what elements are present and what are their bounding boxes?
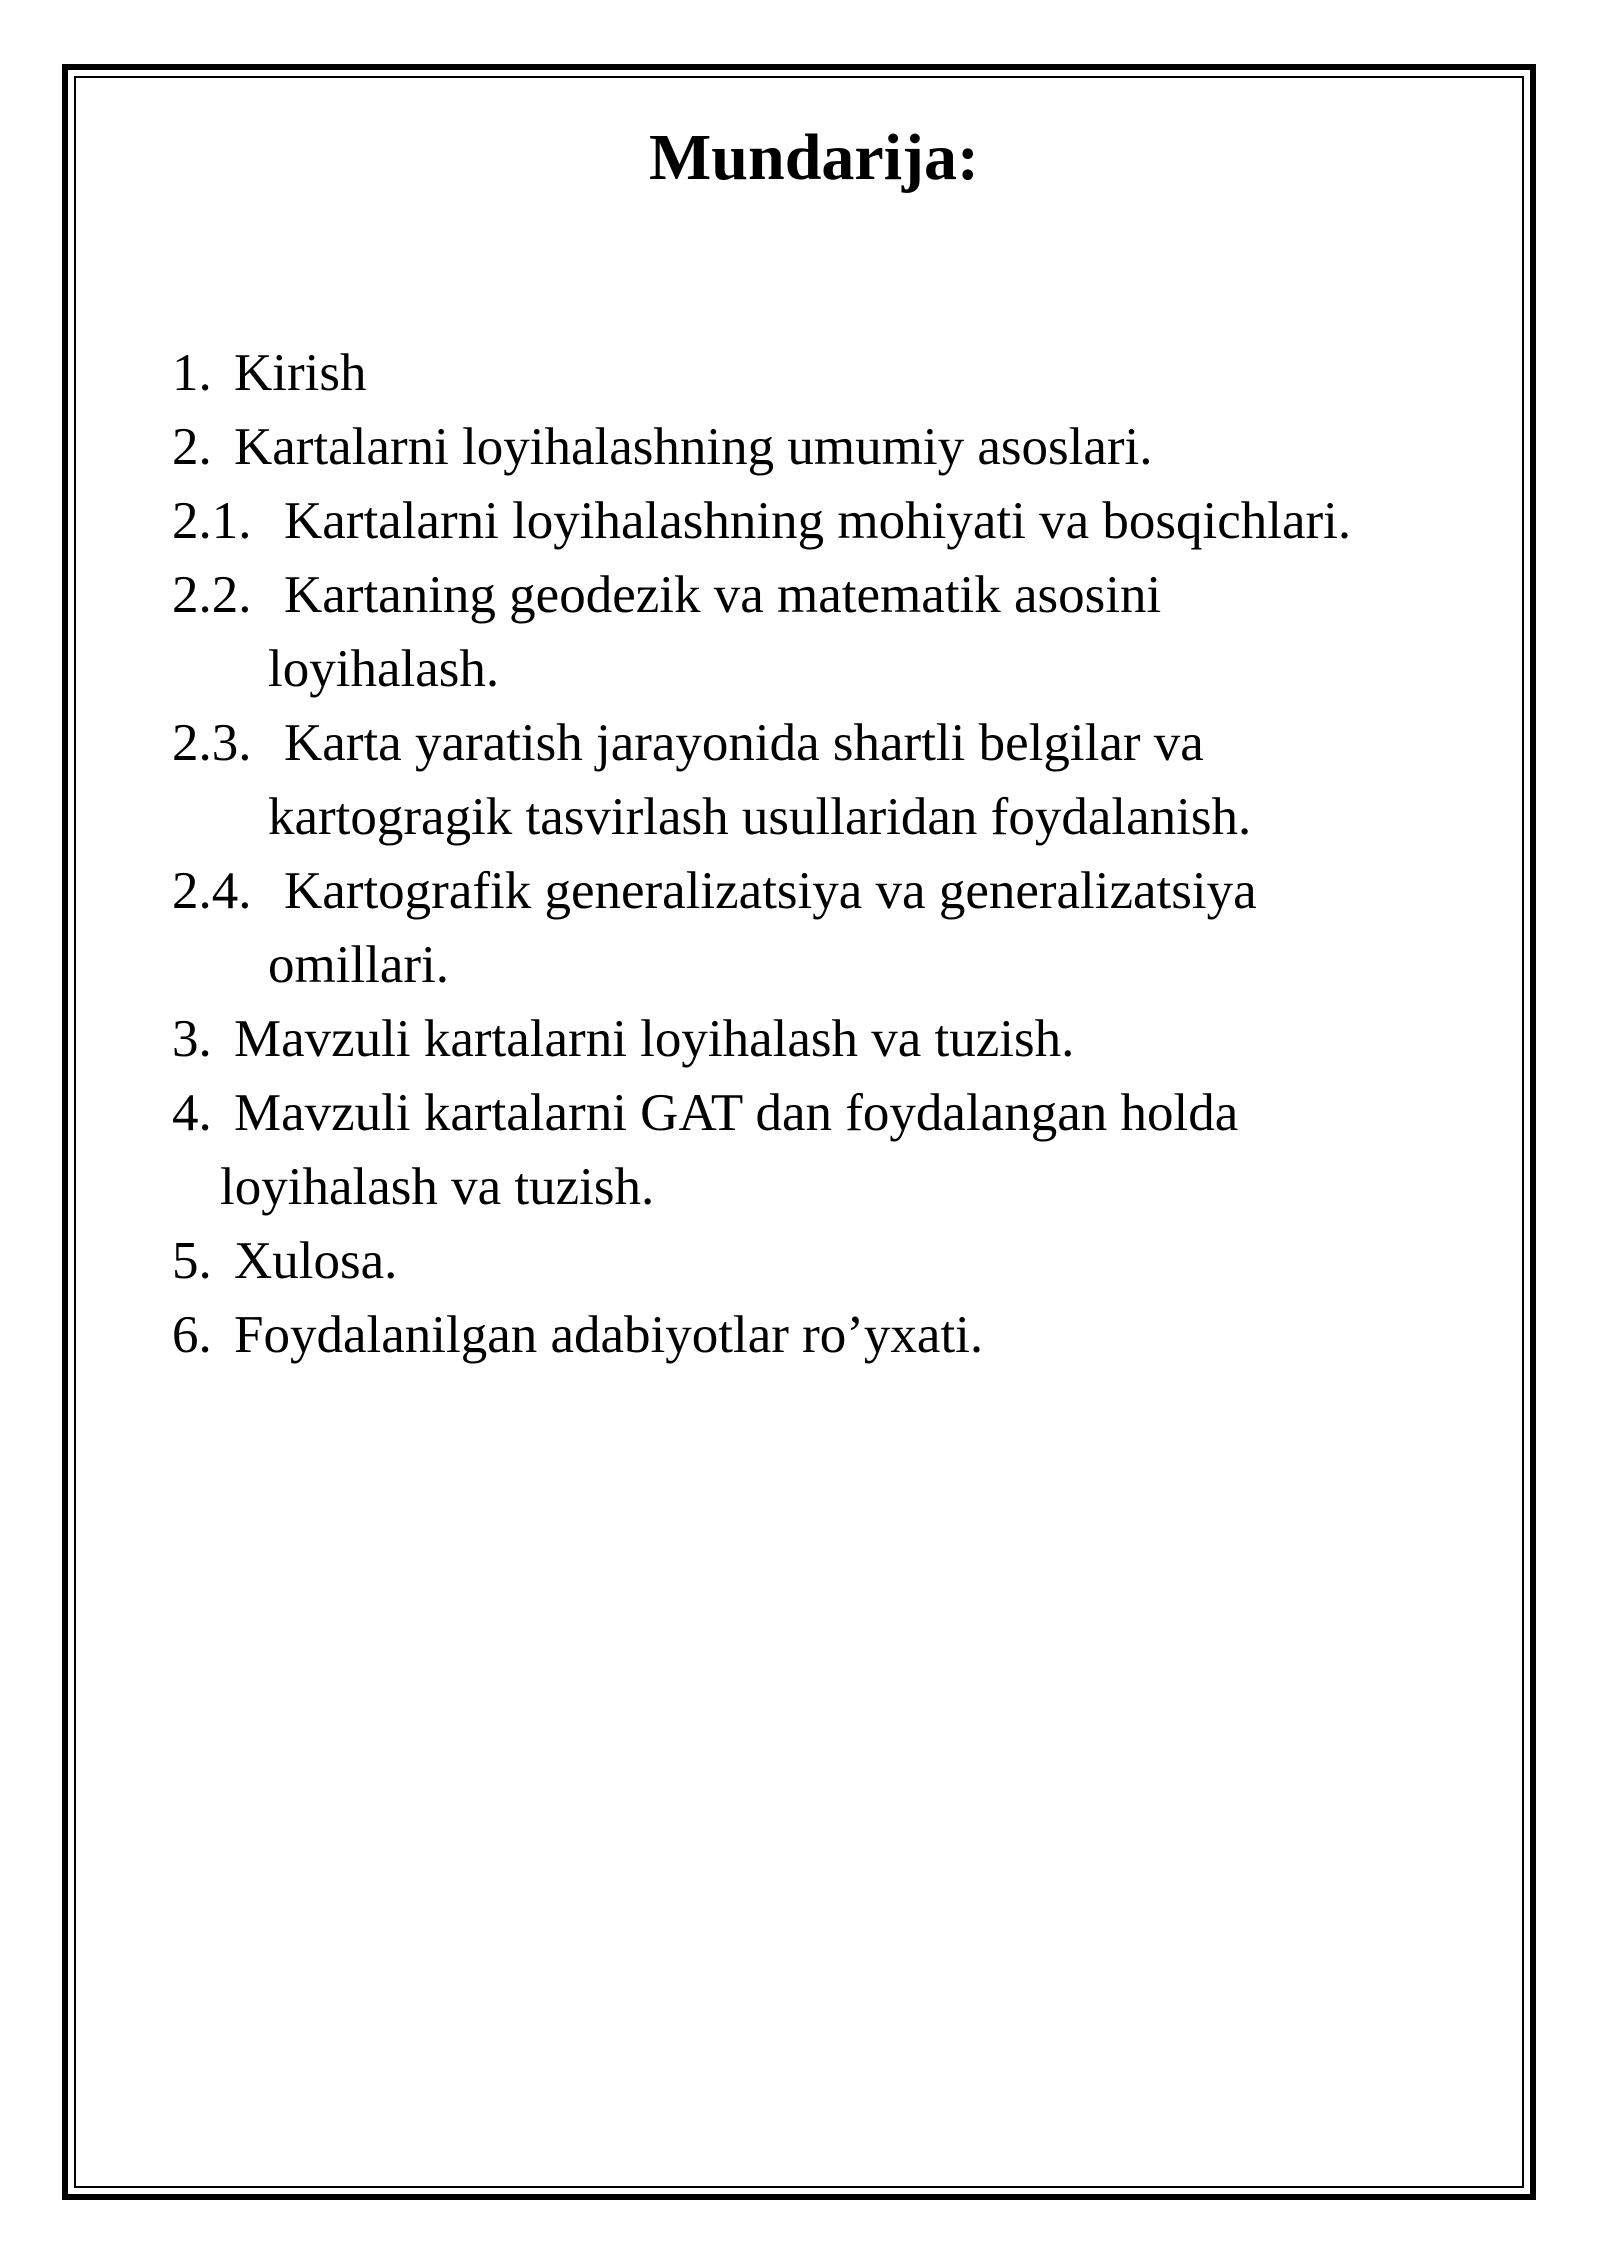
toc-entry-continuation	[0, 780, 1600, 854]
toc-entry-number: 2.3.	[172, 714, 252, 772]
toc-entry-text: Mavzuli kartalarni loyihalash va tuzish.	[234, 1010, 1075, 1068]
toc-entry-number: 5.	[172, 1232, 212, 1290]
toc-entry-text: Mavzuli kartalarni GAT dan foydalangan holda	[234, 1084, 1239, 1142]
toc-entry	[0, 558, 1600, 632]
toc-entry	[0, 336, 1600, 410]
toc-entry	[0, 1002, 1600, 1076]
toc-entry-text: kartogragik tasvirlash usullaridan foydalanish.	[268, 788, 1252, 846]
toc-entry-text: Kartalarni loyihalashning umumiy asoslari.	[234, 418, 1153, 476]
toc-entry-continuation	[0, 1150, 1600, 1224]
toc-entry	[0, 854, 1600, 928]
toc-entry-text: Kartalarni loyihalashning mohiyati va bosqichlari.	[284, 492, 1352, 550]
toc-entry-text: Xulosa.	[234, 1232, 398, 1290]
toc-entry	[0, 410, 1600, 484]
toc-entry-number: 2.	[172, 418, 212, 476]
toc-entry-number: 4.	[172, 1084, 212, 1142]
toc-entry-text: omillari.	[268, 936, 450, 994]
toc-entry-text: loyihalash va tuzish.	[220, 1158, 655, 1216]
toc-entry-number: 2.4.	[172, 862, 252, 920]
toc-entry-number: 6.	[172, 1306, 212, 1364]
toc-entry-number: 1.	[172, 344, 212, 402]
toc-entry-continuation	[0, 632, 1600, 706]
toc-entry-text: Foydalanilgan adabiyotlar ro’yxati.	[234, 1306, 984, 1364]
toc-entry-number: 3.	[172, 1010, 212, 1068]
toc-entry-text: Kartaning geodezik va matematik asosini	[284, 566, 1162, 624]
page-title: Mundarija:	[649, 121, 979, 194]
toc-entry-text: Kirish	[234, 344, 367, 402]
toc-entry	[0, 1298, 1600, 1372]
toc-entry-text: Karta yaratish jarayonida shartli belgilar va	[284, 714, 1204, 772]
toc-entry	[0, 706, 1600, 780]
toc-entry	[0, 484, 1600, 558]
toc-entry-text: loyihalash.	[268, 640, 500, 698]
toc-entry-continuation	[0, 928, 1600, 1002]
toc-entry	[0, 1076, 1600, 1150]
toc-entry-text: Kartografik generalizatsiya va generalizatsiya	[284, 862, 1257, 920]
toc-entry-number: 2.2.	[172, 566, 252, 624]
toc-entry-number: 2.1.	[172, 492, 252, 550]
table-of-contents	[0, 336, 1600, 1372]
toc-entry	[0, 1224, 1600, 1298]
